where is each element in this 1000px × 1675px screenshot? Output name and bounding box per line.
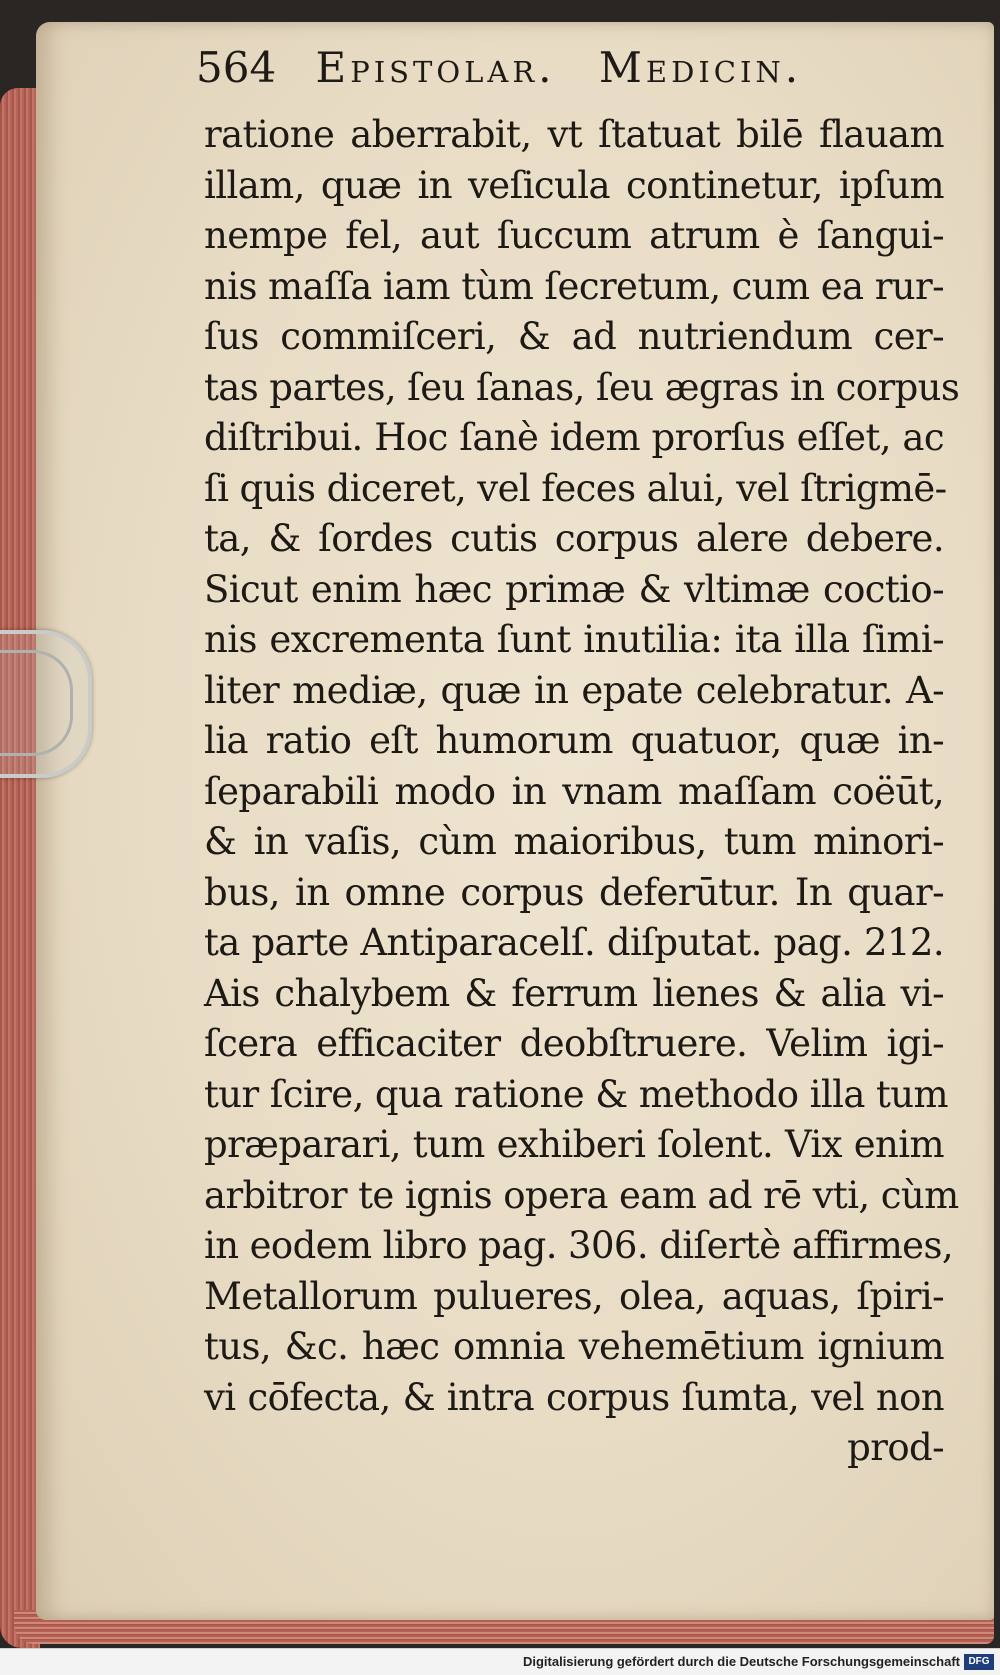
running-title-part-2: Medicin. [598, 43, 803, 92]
text-line: præparari, tum exhiberi ſolent. Vix enim [204, 1123, 944, 1166]
text-line: bus, in omne corpus deferūtur. In quar- [204, 870, 944, 914]
page-clip-inner [0, 650, 73, 756]
text-line: ſus commiſceri, & ad nutriendum cer- [204, 315, 944, 358]
text-line: nis maſſa iam tùm ſecretum, cum ea rur- [204, 264, 944, 308]
page-number: 564 [196, 43, 277, 92]
text-line: lia ratio eſt humorum quatuor, quæ in- [204, 719, 944, 762]
text-line: nis excrementa ſunt inutilia: ita illa ſimi- [204, 618, 944, 661]
text-line: & in vaſis, cùm maioribus, tum minori- [204, 820, 944, 863]
text-line: ta, & ſordes cutis corpus alere debere. [204, 517, 944, 560]
text-line: nempe fel, aut ſuccum atrum è ſangui- [204, 214, 944, 257]
text-line: ſcera efficaciter deobſtruere. Velim igi- [204, 1022, 944, 1065]
dfg-logo-badge: DFG [964, 1654, 994, 1670]
running-title-part-1: Epistolar. [315, 43, 556, 92]
text-line: prod- [847, 1426, 944, 1469]
text-line: ſeparabili modo in vnam maſſam coëūt, [204, 769, 944, 813]
text-line: ſi quis diceret, vel feces alui, vel ſtrigmē- [204, 466, 947, 510]
book-page-edges-left [0, 88, 40, 1648]
text-line: Ais chalybem & ferrum lienes & alia vi- [204, 971, 944, 1015]
body-text [204, 110, 960, 1474]
text-line: ratione aberrabit, vt ſtatuat bilē flauam [204, 113, 944, 156]
text-line: tus, &c. hæc omnia vehemētium ignium [204, 1325, 944, 1368]
text-line: Sicut enim hæc primæ & vltimæ coctio- [204, 567, 944, 611]
text-line: in eodem libro pag. 306. diſertè affirmes, [204, 1224, 954, 1267]
text-line: ta parte Antiparacelſ. diſputat. pag. 212. [204, 921, 944, 964]
text-line: tas partes, ſeu ſanas, ſeu ægras in corpus [204, 365, 960, 409]
text-line: illam, quæ in veſicula continetur, ipſum [204, 163, 944, 207]
text-line: vi cōfecta, & intra corpus ſumta, vel non [204, 1375, 944, 1419]
footer-credit: Digitalisierung gefördert durch die Deutsche Forschungsgemeinschaft [522, 1654, 960, 1669]
text-line: diſtribui. Hoc ſanè idem prorſus eſſet, ac [204, 416, 944, 459]
digitization-footer [0, 1648, 1000, 1675]
running-head [196, 40, 916, 96]
text-line: arbitror te ignis opera eam ad rē vti, cùm [204, 1173, 959, 1217]
text-line: Metallorum pulueres, olea, aquas, ſpiri- [204, 1274, 944, 1318]
text-line: tur ſcire, qua ratione & methodo illa tum [204, 1072, 948, 1116]
text-line: liter mediæ, quæ in epate celebratur. A- [204, 668, 944, 712]
